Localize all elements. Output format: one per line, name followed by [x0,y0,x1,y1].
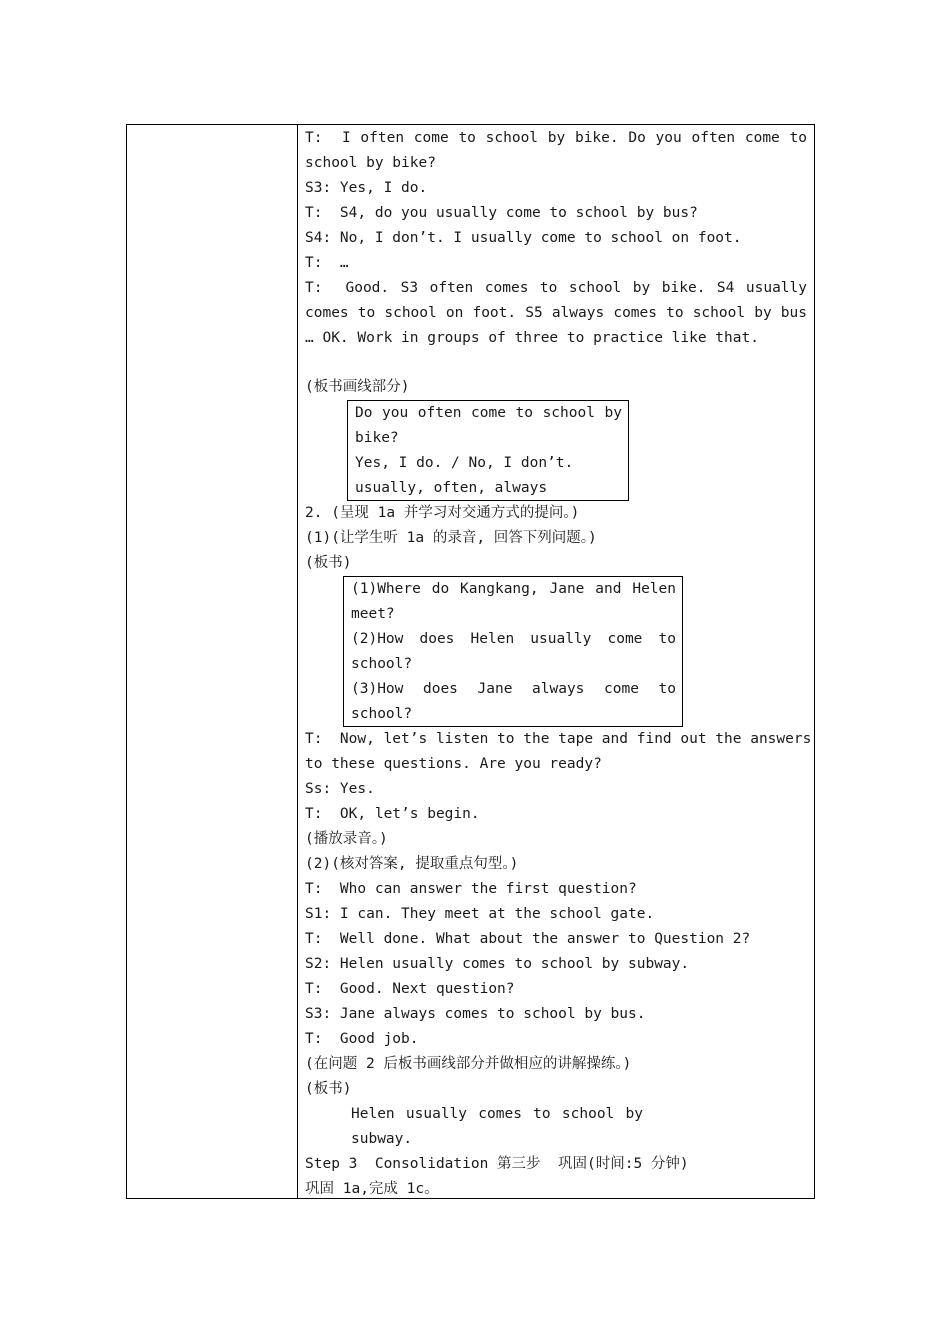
box-line: bike? [355,430,399,446]
dialogue-line: S3: Yes, I do. [305,180,428,196]
box-line: usually, often, always [355,480,548,496]
instruction-line: 巩固 1a,完成 1c。 [305,1181,439,1197]
dialogue-line: T: … [305,255,349,271]
dialogue-line: comes to school on foot. S5 always comes to school by bus [305,305,807,321]
instruction-line: (板书画线部分) [305,379,410,395]
dialogue-line: T: I often come to school by bike. Do you often come to [305,130,807,146]
dialogue-line: T: Well done. What about the answer to Question 2? [305,931,751,947]
instruction-line: (在问题 2 后板书画线部分并做相应的讲解操练。) [305,1056,632,1072]
dialogue-line: T: S4, do you usually come to school by bus? [305,205,698,221]
dialogue-line: school by bike? [305,155,436,171]
blackboard-box-questions [343,576,683,727]
question-line: (2)How does Helen usually come to [351,631,676,647]
question-line: (3)How does Jane always come to [351,681,676,697]
dialogue-line: S2: Helen usually comes to school by subway. [305,956,690,972]
dialogue-line: T: Now, let’s listen to the tape and find out the answers [305,731,812,747]
lesson-plan-table [126,124,815,1199]
question-line: meet? [351,606,395,622]
dialogue-line: S1: I can. They meet at the school gate. [305,906,655,922]
instruction-line: (播放录音。) [305,831,388,847]
blackboard-sentence: subway. [351,1131,413,1147]
instruction-line: 2. (呈现 1a 并学习对交通方式的提问。) [305,505,580,521]
question-line: school? [351,656,413,672]
dialogue-line: T: OK, let’s begin. [305,806,480,822]
instruction-line: (板书) [305,555,352,571]
blackboard-sentence: Helen usually comes to school by [351,1106,643,1122]
question-line: (1)Where do Kangkang, Jane and Helen [351,581,676,597]
step-heading: Step 3 Consolidation 第三步 巩固(时间:5 分钟) [305,1156,689,1172]
instruction-line: (板书) [305,1081,352,1097]
dialogue-line: T: Good job. [305,1031,419,1047]
question-line: school? [351,706,413,722]
dialogue-line: to these questions. Are you ready? [305,756,602,772]
dialogue-line: S3: Jane always comes to school by bus. [305,1006,646,1022]
dialogue-line: S4: No, I don’t. I usually come to school on foot. [305,230,742,246]
box-line: Yes, I do. / No, I don’t. [355,455,574,471]
dialogue-line: Ss: Yes. [305,781,375,797]
dialogue-line: T: Good. Next question? [305,981,515,997]
dialogue-line: T: Who can answer the first question? [305,881,637,897]
box-line: Do you often come to school by [355,405,622,421]
dialogue-line: T: Good. S3 often comes to school by bike. S4 usually [305,280,807,296]
dialogue-line: … OK. Work in groups of three to practice like that. [305,330,759,346]
blackboard-box-1 [347,400,629,501]
instruction-line: (2)(核对答案, 提取重点句型。) [305,856,519,872]
column-divider [297,125,298,1198]
instruction-line: (1)(让学生听 1a 的录音, 回答下列问题。) [305,530,597,546]
